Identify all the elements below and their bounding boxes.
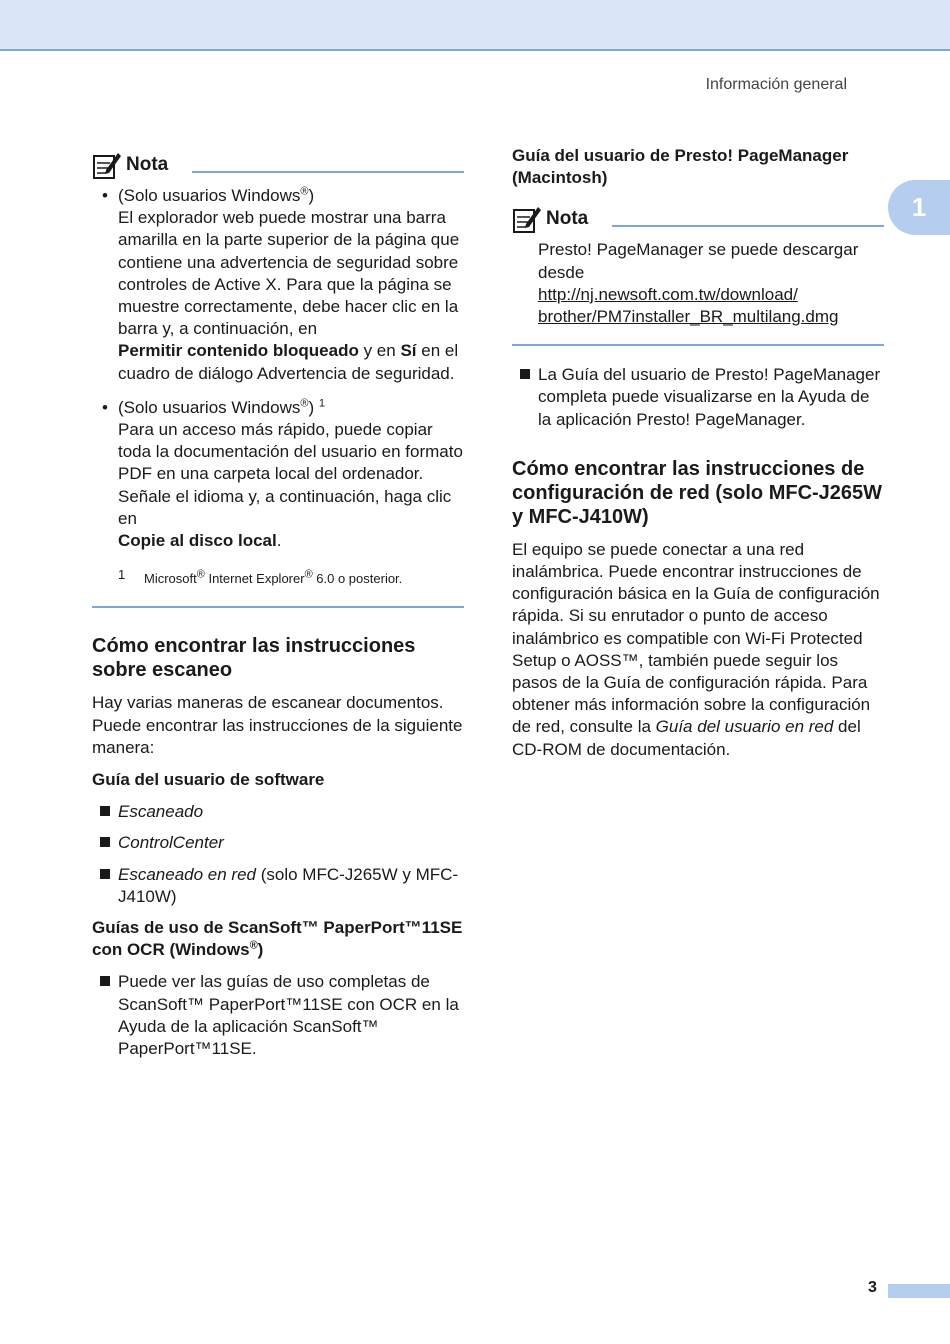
network-heading: Cómo encontrar las instrucciones de configuración de red (solo MFC-J265W y MFC-J410W) — [512, 457, 883, 528]
bullet-dot: • — [102, 397, 108, 417]
list-item: ControlCenter — [92, 832, 464, 854]
note-item-2: • (Solo usuarios Windows®) $^1$ Para un acceso más rápido, puede copiar toda la documentación del usuario en formato PDF en una carpeta local del ordenador. Señale el idioma y, a continuación, haga clic en Copie al disco local. — [102, 397, 463, 551]
paperport-list — [92, 971, 464, 1060]
note-item-lead: (Solo usuarios Windows®) $^1$ — [118, 397, 325, 417]
download-link[interactable]: http://nj.newsoft.com.tw/download/ brother/PM7installer_BR_multilang.dmg — [538, 284, 839, 327]
square-bullet-icon — [100, 869, 110, 879]
chapter-tab[interactable] — [888, 180, 950, 235]
list-item: Escaneado en red (solo MFC-J265W y MFC-J410W) — [92, 864, 464, 908]
note-item-lead: (Solo usuarios Windows®) — [118, 185, 315, 205]
note-item-bold: Copie al disco local — [118, 531, 277, 551]
footnote-number: 1 — [118, 567, 126, 583]
right-column — [512, 145, 884, 771]
note-item-text: El explorador web puede mostrar una barra amarilla en la parte superior de la página que contiene una advertencia de seguridad sobre controles de Active X. Para que la página se muestre correctamente, debe hacer clic en la barra y, a continuación, en — [118, 208, 460, 339]
footnote: 1 Microsoft® Internet Explorer® 6.0 o posterior. — [92, 568, 464, 590]
page-number: 3 — [868, 1279, 877, 1296]
note-divider — [192, 171, 464, 173]
list-item: Puede ver las guías de uso completas de ScanSoft™ PaperPort™11SE con OCR en la Ayuda de la aplicación ScanSoft™ PaperPort™11SE. — [92, 971, 464, 1060]
software-guide-title: Guía del usuario de software — [92, 770, 325, 790]
note-end-rule — [92, 606, 464, 608]
square-bullet-icon — [100, 806, 110, 816]
left-column — [92, 145, 464, 1069]
note-header — [512, 199, 884, 239]
note-divider — [612, 225, 884, 227]
presto-list — [512, 364, 884, 431]
paperport-title: Guías de uso de ScanSoft™ PaperPort™11SE con OCR (Windows®) — [92, 918, 463, 960]
scan-heading: Cómo encontrar las instrucciones sobre escaneo — [92, 635, 416, 682]
square-bullet-icon — [520, 369, 530, 379]
note-end-rule — [512, 344, 884, 346]
note-item-1: • (Solo usuarios Windows®) El explorador web puede mostrar una barra amarilla en la parte superior de la página que contiene una advertencia de seguridad sobre controles de Active X. Para que la página se muestre correctamente, debe hacer clic en la barra y, a continuación, en Permitir contenido bloqueado y en Sí en el cuadro de diálogo Advertencia de seguridad. — [102, 185, 460, 383]
note-pencil-icon — [512, 204, 542, 234]
list-item: La Guía del usuario de Presto! PageManager completa puede visualizarse en la Ayuda de la aplicación Presto! PageManager. — [512, 364, 884, 431]
footnote-ref: 1 — [318, 397, 325, 410]
note-header — [92, 145, 464, 185]
presto-title: Guía del usuario de Presto! PageManager (Macintosh) — [512, 146, 849, 188]
square-bullet-icon — [100, 837, 110, 847]
scan-intro: Hay varias maneras de escanear documentos. Puede encontrar las instrucciones de la siguiente manera: — [92, 693, 463, 757]
square-bullet-icon — [100, 976, 110, 986]
section-title: Información general — [705, 76, 847, 93]
note-title: Nota — [126, 153, 169, 175]
note-item-bold: Permitir contenido bloqueado — [118, 341, 359, 361]
note-body — [512, 239, 884, 328]
note-item-text: Para un acceso más rápido, puede copiar toda la documentación del usuario en formato PDF en una carpeta local del ordenador. Señale el idioma y, a continuación, haga clic en — [118, 420, 463, 528]
page-number-bar — [888, 1284, 950, 1298]
network-text: El equipo se puede conectar a una red inalámbrica. Puede encontrar instrucciones de configuración básica en la Guía de configuración rápida. Si su enrutador o punto de acceso inalámbrico es compatible con Wi-Fi Protected Setup o AOSS™, también puede seguir los pasos de la Guía de configuración rápida. Para obtener más información sobre la configuración de red, consulte la Guía del usuario en red del CD-ROM de documentación. — [512, 539, 880, 759]
note-text: Presto! PageManager se puede descargar desde — [538, 240, 859, 282]
software-guide-list — [92, 801, 464, 908]
list-item: Escaneado — [92, 801, 464, 823]
note-title: Nota — [546, 208, 589, 230]
bullet-dot: • — [102, 186, 108, 205]
note-pencil-icon — [92, 150, 122, 180]
top-band — [0, 0, 950, 51]
chapter-number: 1 — [911, 192, 927, 222]
